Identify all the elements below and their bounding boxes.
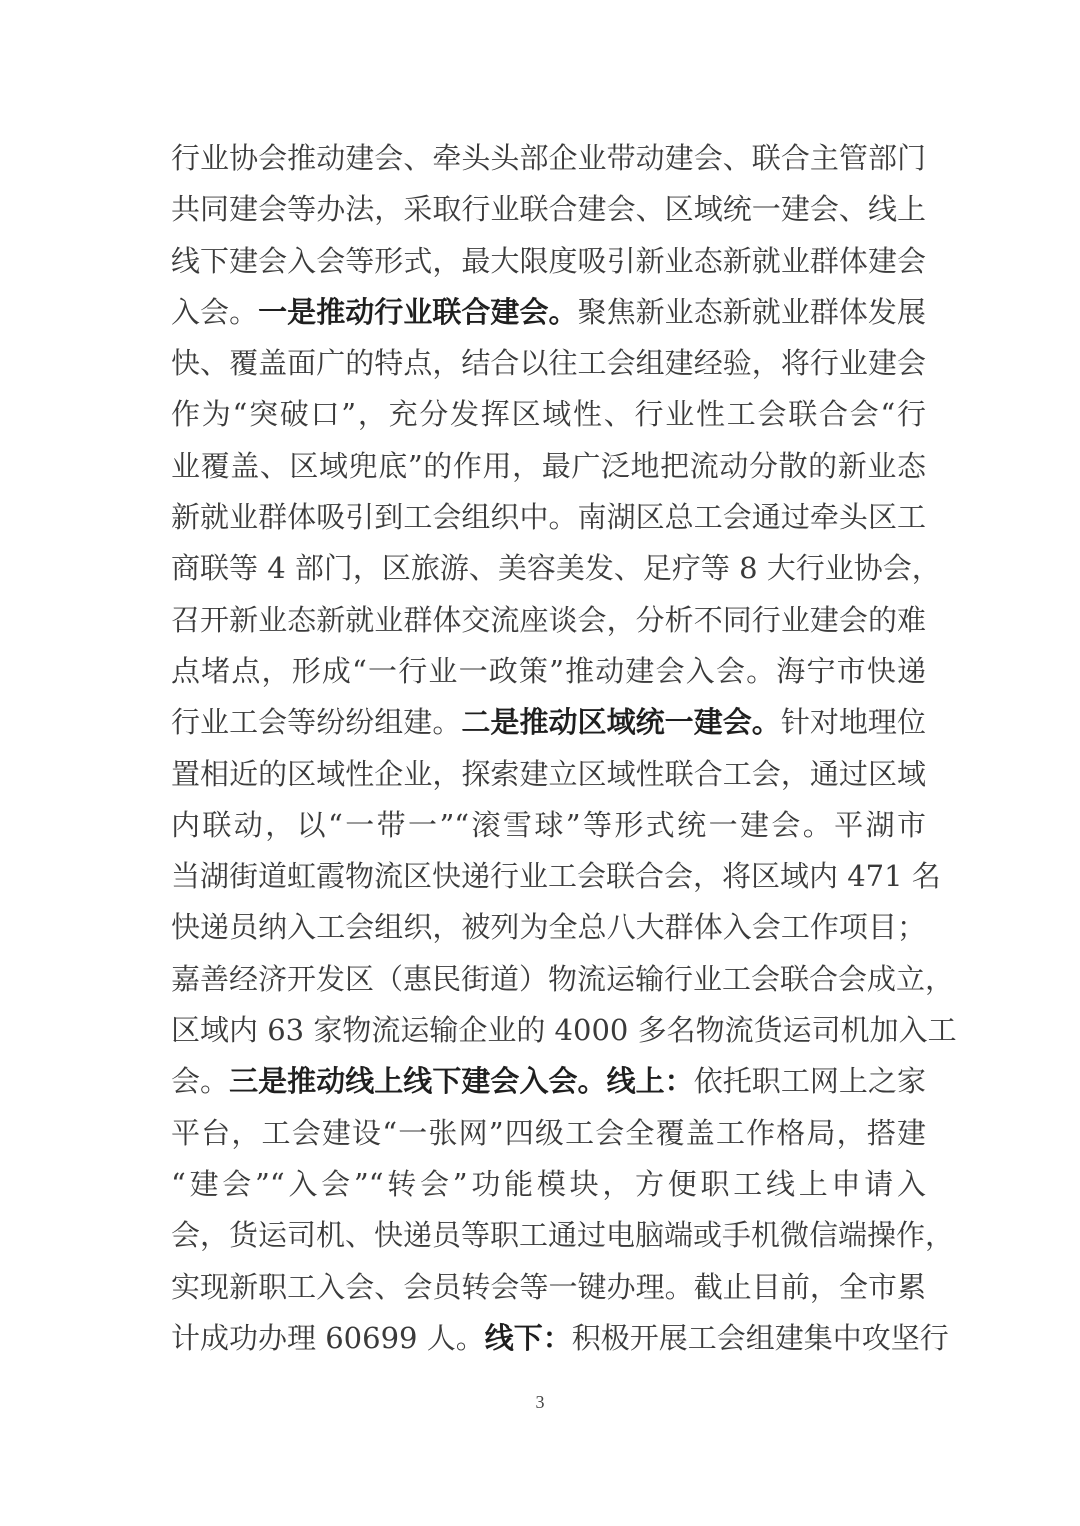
text-run: 快递员纳入工会组织，被列为全总八大群体入会工作项目； bbox=[171, 910, 926, 945]
text-run: “建会”“入会”“转会”功能模块，方便职工线上申请入 bbox=[171, 1166, 926, 1201]
text-run: 作为“突破口”，充分发挥区域性、行业性工会联合会“行 bbox=[171, 397, 926, 432]
page-number: 3 bbox=[535, 1392, 545, 1412]
text-run: 商联等 4 部门，区旅游、美容美发、足疗等 8 大行业协会， bbox=[171, 551, 941, 586]
text-run: 召开新业态新就业群体交流座谈会，分析不同行业建会的难 bbox=[171, 602, 926, 637]
text-line bbox=[171, 646, 926, 697]
bold-heading-run: 三是推动线上线下建会入会。线上： bbox=[229, 1064, 694, 1099]
text-run: 积极开展工会组建集中攻坚行 bbox=[571, 1320, 949, 1355]
text-run: 共同建会等办法，采取行业联合建会、区域统一建会、线上 bbox=[171, 192, 926, 227]
text-line bbox=[171, 1313, 949, 1364]
text-run: 入会。 bbox=[171, 294, 259, 329]
text-run: 区域内 63 家物流运输企业的 4000 多名物流货运司机加入工 bbox=[171, 1013, 957, 1048]
text-run: 依托职工网上之家 bbox=[693, 1064, 926, 1099]
text-run: 实现新职工入会、会员转会等一键办理。截止目前，全市累 bbox=[171, 1269, 926, 1304]
text-line bbox=[171, 441, 926, 492]
text-run: 业覆盖、区域兜底”的作用，最广泛地把流动分散的新业态 bbox=[171, 448, 926, 483]
text-line bbox=[171, 184, 926, 235]
text-line bbox=[171, 492, 926, 543]
text-run: 行业工会等纷纷组建。 bbox=[171, 705, 462, 740]
text-line bbox=[171, 287, 926, 338]
text-run: 会。 bbox=[171, 1064, 230, 1099]
bold-heading-run: 二是推动区域统一建会。 bbox=[461, 705, 781, 740]
text-run: 内联动，以“一带一”“滚雪球”等形式统一建会。平湖市 bbox=[171, 807, 926, 842]
text-run: 平台，工会建设“一张网”四级工会全覆盖工作格局，搭建 bbox=[171, 1115, 926, 1150]
text-line bbox=[171, 1210, 955, 1261]
text-line bbox=[171, 697, 926, 748]
text-line bbox=[171, 902, 926, 953]
text-run: 针对地理位 bbox=[780, 705, 926, 740]
text-line bbox=[171, 543, 941, 594]
text-run: 置相近的区域性企业，探索建立区域性联合工会，通过区域 bbox=[171, 756, 926, 791]
text-line bbox=[171, 236, 926, 287]
text-run: 计成功办理 60699 人。 bbox=[171, 1320, 485, 1355]
text-run: 新就业群体吸引到工会组织中。南湖区总工会通过牵头区工 bbox=[171, 500, 926, 535]
text-line bbox=[171, 338, 926, 389]
text-line bbox=[171, 1005, 957, 1056]
text-run: 线下建会入会等形式，最大限度吸引新业态新就业群体建会 bbox=[171, 243, 926, 278]
text-run: 当湖街道虹霞物流区快递行业工会联合会，将区域内 471 名 bbox=[171, 859, 941, 894]
text-line bbox=[171, 1159, 926, 1210]
text-run: 会，货运司机、快递员等职工通过电脑端或手机微信端操作， bbox=[171, 1218, 955, 1253]
bold-heading-run: 一是推动行业联合建会。 bbox=[258, 294, 578, 329]
body-text bbox=[171, 133, 957, 1364]
text-run: 嘉善经济开发区（惠民街道）物流运输行业工会联合会成立， bbox=[171, 961, 955, 996]
text-line bbox=[171, 749, 926, 800]
text-line bbox=[171, 595, 926, 646]
text-line bbox=[171, 954, 955, 1005]
text-run: 点堵点，形成“一行业一政策”推动建会入会。海宁市快递 bbox=[171, 653, 926, 688]
text-line bbox=[171, 389, 926, 440]
text-line bbox=[171, 1108, 926, 1159]
text-line bbox=[171, 1262, 926, 1313]
text-line bbox=[171, 1056, 926, 1107]
bold-heading-run: 线下： bbox=[484, 1320, 572, 1355]
text-line bbox=[171, 133, 926, 184]
text-run: 行业协会推动建会、牵头头部企业带动建会、联合主管部门 bbox=[171, 141, 926, 175]
text-run: 快、覆盖面广的特点，结合以往工会组建经验，将行业建会 bbox=[171, 346, 926, 381]
text-line bbox=[171, 800, 926, 851]
text-run: 聚焦新业态新就业群体发展 bbox=[577, 294, 926, 329]
text-line bbox=[171, 851, 941, 902]
